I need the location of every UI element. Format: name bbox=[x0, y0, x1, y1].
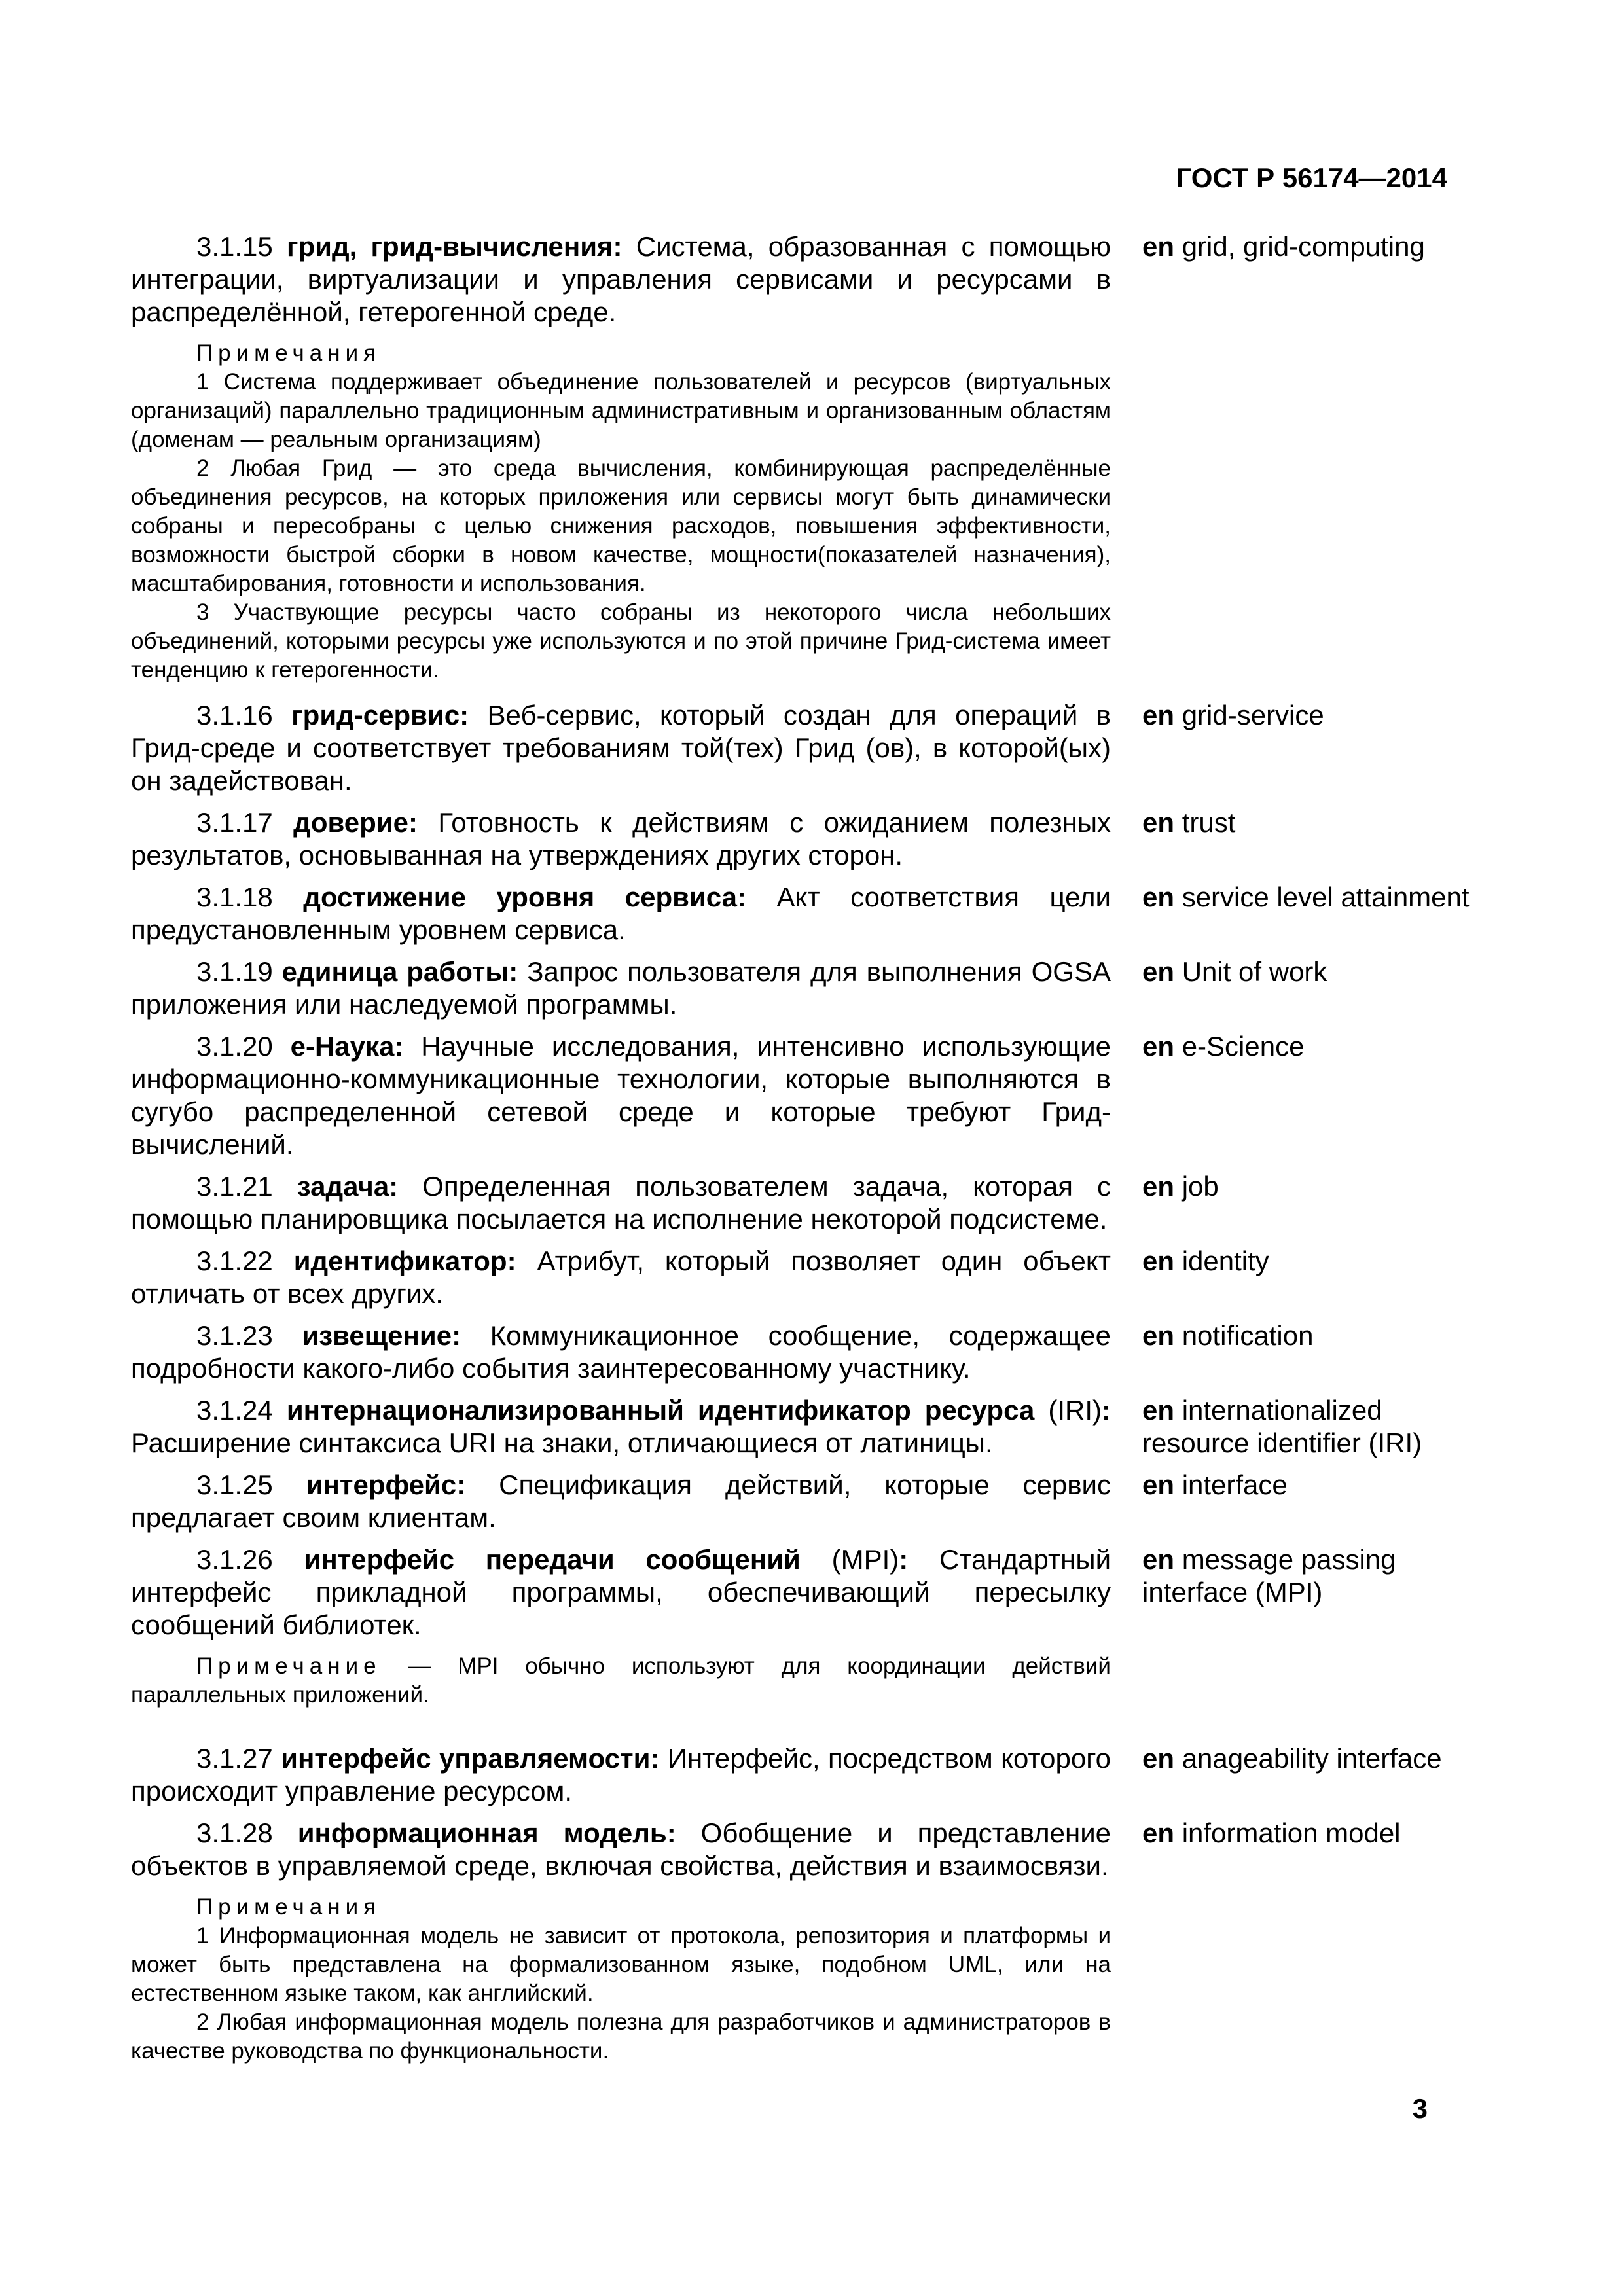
term-entry-3-1-21 bbox=[131, 1170, 1492, 1236]
en-term: service level attainment bbox=[1182, 882, 1470, 912]
en-label: en bbox=[1142, 1031, 1175, 1062]
term-number: 3.1.17 bbox=[196, 807, 273, 838]
term-definition bbox=[131, 1319, 1111, 1385]
note-text: MPI обычно используют для координации действий параллельных приложений. bbox=[131, 1653, 1111, 1708]
term-colon: : bbox=[1102, 1395, 1111, 1426]
term-number: 3.1.23 bbox=[196, 1320, 273, 1351]
note-3-1-28 bbox=[131, 1893, 1111, 2066]
en-label: en bbox=[1142, 1246, 1175, 1276]
note-title: Примечания bbox=[196, 1894, 382, 1920]
term-number: 3.1.21 bbox=[196, 1171, 273, 1202]
term-number: 3.1.28 bbox=[196, 1818, 273, 1848]
note-title: Примечание bbox=[196, 1653, 382, 1679]
term-name: единица работы: bbox=[281, 956, 518, 987]
en-label: en bbox=[1142, 1395, 1175, 1426]
term-definition bbox=[131, 1394, 1111, 1460]
term-colon: : bbox=[899, 1544, 909, 1575]
term-entry-3-1-18 bbox=[131, 881, 1492, 946]
term-definition bbox=[131, 1245, 1111, 1310]
note-item: 1 Система поддерживает объединение пользователей и ресурсов (виртуальных организаций) параллельно традиционным административным и организованным областям (доменам — реальным организациям) bbox=[131, 369, 1111, 452]
note-item: 2 Любая Грид — это среда вычисления, комбинирующая распределённые объединения ресурсов, на которых приложения или сервисы могут быть динамически собраны и пересобраны с целью снижения расходов, повышения эффективности, возможности быстрой сборки в новом качестве, мощности(показателей назначения), масштабирования, готовности и использования. bbox=[131, 456, 1111, 596]
english-equivalent bbox=[1142, 956, 1470, 988]
term-entry-3-1-23 bbox=[131, 1319, 1492, 1385]
term-number: 3.1.16 bbox=[196, 700, 273, 730]
term-text: Атрибут, который позволяет один объект отличать от всех других. bbox=[131, 1246, 1111, 1309]
term-name: интерфейс управляемости: bbox=[281, 1743, 660, 1774]
english-equivalent bbox=[1142, 699, 1470, 732]
term-number: 3.1.25 bbox=[196, 1469, 273, 1500]
term-name: доверие: bbox=[293, 807, 418, 838]
term-text: Готовность к действиям с ожиданием полезных результатов, основываннaя на утверждениях других сторон. bbox=[131, 807, 1111, 870]
english-equivalent bbox=[1142, 1817, 1470, 1850]
term-name: интерфейс: bbox=[306, 1469, 466, 1500]
term-text: Обобщение и представление объектов в управляемой среде, включая свойства, действия и взаимосвязи. bbox=[131, 1818, 1111, 1881]
term-name: интерфейс передачи сообщений bbox=[304, 1544, 801, 1575]
term-definition bbox=[131, 1469, 1111, 1534]
en-label: en bbox=[1142, 956, 1175, 987]
en-term: e-Science bbox=[1182, 1031, 1305, 1062]
term-definition bbox=[131, 1030, 1111, 1161]
note-item bbox=[131, 1652, 1111, 1710]
en-label: en bbox=[1142, 1743, 1175, 1774]
term-text: Коммуникационное сообщение, содержащее подробности какого-либо события заинтересованному участнику. bbox=[131, 1320, 1111, 1384]
english-equivalent bbox=[1142, 1245, 1470, 1278]
term-number: 3.1.19 bbox=[196, 956, 273, 987]
en-term: job bbox=[1182, 1171, 1219, 1202]
term-entry-3-1-26 bbox=[131, 1543, 1492, 1641]
term-entry-3-1-28 bbox=[131, 1817, 1492, 1882]
term-name: идентификатор: bbox=[293, 1246, 516, 1276]
page-number: 3 bbox=[1412, 2093, 1428, 2124]
note-item: 3 Участвующие ресурсы часто собраны из некоторого числа небольших объединений, которыми ресурсы уже используются и по этой причине Грид-система имеет тенденцию к гетерогенности. bbox=[131, 600, 1111, 683]
term-number: 3.1.24 bbox=[196, 1395, 273, 1426]
english-equivalent bbox=[1142, 1543, 1470, 1609]
term-entry-3-1-25 bbox=[131, 1469, 1492, 1534]
en-term: Unit of work bbox=[1182, 956, 1327, 987]
term-number: 3.1.20 bbox=[196, 1031, 273, 1062]
term-text: Научные исследования, интенсивно использующие информационно-коммуникационные технологии, которые выполняются в сугубо распределенной сетевой среде и которые требуют Грид-вычислений. bbox=[131, 1031, 1111, 1160]
term-entry-3-1-15 bbox=[131, 230, 1492, 329]
en-term: internationalized resource identifier (IRI) bbox=[1142, 1395, 1422, 1458]
english-equivalent bbox=[1142, 1319, 1470, 1352]
english-equivalent bbox=[1142, 1742, 1470, 1775]
en-term: interface bbox=[1182, 1469, 1288, 1500]
en-label: en bbox=[1142, 700, 1175, 730]
english-equivalent bbox=[1142, 1394, 1470, 1460]
term-text: Веб-сервис, который создан для операций в Грид-среде и соответствует требованиям той(тех) Грид (ов), в которой(ых) он задействован. bbox=[131, 700, 1111, 796]
term-number: 3.1.18 bbox=[196, 882, 273, 912]
en-label: en bbox=[1142, 1469, 1175, 1500]
en-label: en bbox=[1142, 1818, 1175, 1848]
term-text: Интерфейс, посредством которого происходит управление ресурсом. bbox=[131, 1743, 1111, 1806]
note-item: 1 Информационная модель не зависит от протокола, репозитория и платформы и может быть представлена на формализованном языке, подобном UML, или на естественном языке таком, как английский. bbox=[131, 1923, 1111, 2006]
term-name: грид-сервис: bbox=[291, 700, 469, 730]
term-definition bbox=[131, 881, 1111, 946]
term-name: достижение уровня сервиса: bbox=[303, 882, 747, 912]
term-definition bbox=[131, 806, 1111, 872]
en-term: grid, grid-computing bbox=[1182, 231, 1425, 262]
note-3-1-26 bbox=[131, 1652, 1111, 1710]
term-text: Определенная пользователем задача, которая с помощью планировщика посылается на исполнение некоторой подсистеме. bbox=[131, 1171, 1111, 1234]
term-name: задача: bbox=[297, 1171, 399, 1202]
term-text: Спецификация действий, которые сервис предлагает своим клиентам. bbox=[131, 1469, 1111, 1533]
term-name: e-Наука: bbox=[290, 1031, 404, 1062]
term-text: Расширение синтаксиса URI на знаки, отличающиеся от латиницы. bbox=[131, 1427, 993, 1458]
note-title: Примечания bbox=[196, 340, 382, 366]
en-term: grid-service bbox=[1182, 700, 1324, 730]
en-label: en bbox=[1142, 1171, 1175, 1202]
document-header: ГОСТ Р 56174—2014 bbox=[1176, 162, 1447, 193]
en-term: information model bbox=[1182, 1818, 1401, 1848]
term-definition bbox=[131, 1817, 1111, 1882]
term-number: 3.1.26 bbox=[196, 1544, 273, 1575]
en-label: en bbox=[1142, 1544, 1175, 1575]
term-abbreviation: (MPI) bbox=[831, 1544, 899, 1575]
term-text: Акт соответствия цели предустановленным уровнем сервиса. bbox=[131, 882, 1111, 945]
term-abbreviation: (IRI) bbox=[1048, 1395, 1102, 1426]
english-equivalent bbox=[1142, 806, 1470, 839]
term-entry-3-1-24 bbox=[131, 1394, 1492, 1460]
english-equivalent bbox=[1142, 1030, 1470, 1063]
term-definition bbox=[131, 230, 1111, 329]
note-item: 2 Любая информационная модель полезна для разработчиков и администраторов в качестве руководства по функциональности. bbox=[131, 2009, 1111, 2064]
english-equivalent bbox=[1142, 881, 1470, 914]
note-dash: — bbox=[408, 1653, 431, 1679]
term-text: Стандартный интерфейс прикладной программы, обеспечивающий пересылку сообщений библиотек. bbox=[131, 1544, 1111, 1640]
term-definition bbox=[131, 699, 1111, 797]
en-term: trust bbox=[1182, 807, 1236, 838]
term-name: грид, грид-вычисления: bbox=[287, 231, 623, 262]
english-equivalent bbox=[1142, 1469, 1470, 1501]
en-term: anageability interface bbox=[1182, 1743, 1442, 1774]
term-definition bbox=[131, 1543, 1111, 1641]
en-term: message passing interface (MPI) bbox=[1142, 1544, 1396, 1607]
en-label: en bbox=[1142, 882, 1175, 912]
term-name: извещение: bbox=[302, 1320, 461, 1351]
term-entry-3-1-16 bbox=[131, 699, 1492, 797]
term-definition bbox=[131, 956, 1111, 1021]
en-term: identity bbox=[1182, 1246, 1269, 1276]
term-number: 3.1.27 bbox=[196, 1743, 273, 1774]
term-name: информационная модель: bbox=[297, 1818, 676, 1848]
en-label: en bbox=[1142, 1320, 1175, 1351]
english-equivalent bbox=[1142, 1170, 1470, 1203]
term-entry-3-1-19 bbox=[131, 956, 1492, 1021]
term-text: Система, образованная с помощью интеграции, виртуализации и управления сервисами и ресурсами в распределённой, гетерогенной среде. bbox=[131, 231, 1111, 327]
terms-list bbox=[131, 230, 1492, 2080]
term-entry-3-1-27 bbox=[131, 1742, 1492, 1808]
term-text: Запрос пользователя для выполнения OGSA приложения или наследуемой программы. bbox=[131, 956, 1111, 1020]
term-definition bbox=[131, 1170, 1111, 1236]
en-label: en bbox=[1142, 807, 1175, 838]
note-3-1-15 bbox=[131, 339, 1111, 685]
term-entry-3-1-22 bbox=[131, 1245, 1492, 1310]
term-name: интернационализированный идентификатор ресурса bbox=[286, 1395, 1035, 1426]
term-number: 3.1.22 bbox=[196, 1246, 273, 1276]
term-definition bbox=[131, 1742, 1111, 1808]
term-entry-3-1-17 bbox=[131, 806, 1492, 872]
en-label: en bbox=[1142, 231, 1175, 262]
term-entry-3-1-20 bbox=[131, 1030, 1492, 1161]
term-number: 3.1.15 bbox=[196, 231, 273, 262]
en-term: notification bbox=[1182, 1320, 1314, 1351]
english-equivalent bbox=[1142, 230, 1470, 263]
